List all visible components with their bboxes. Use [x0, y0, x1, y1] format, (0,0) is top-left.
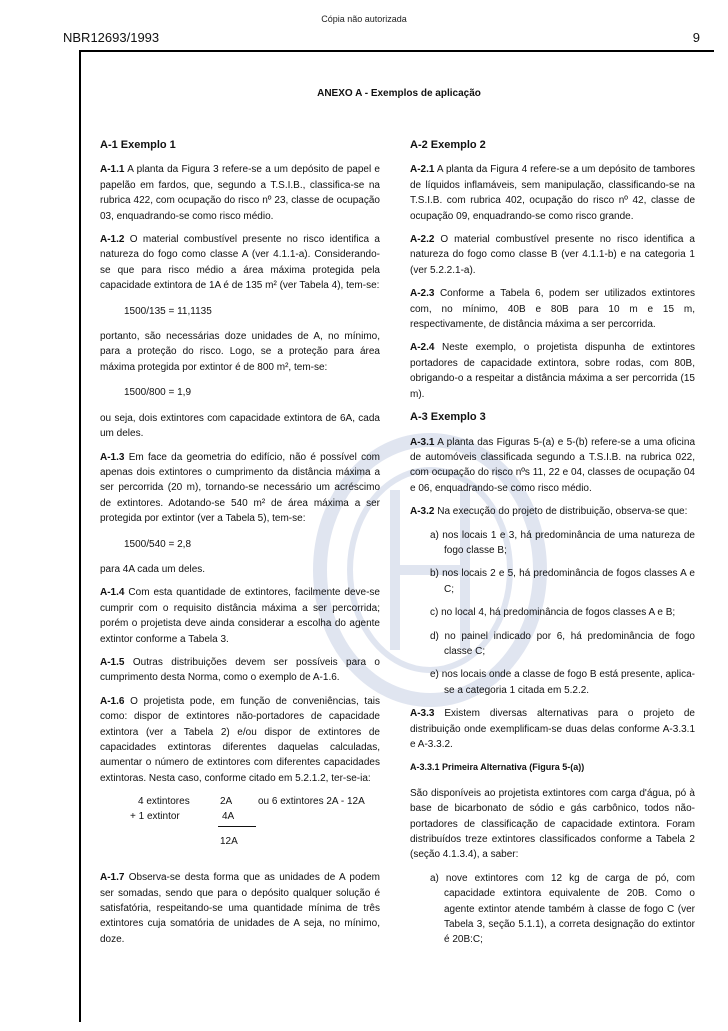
paragraph-a-3-2: A-3.2 Na execução do projeto de distribuição, observa-se que: — [410, 506, 688, 518]
equation-1: 1500/135 = 11,1135 — [124, 305, 212, 317]
calc-line-2-value: 4A — [222, 811, 235, 823]
paragraph-a-3-3: A-3.3 Existem diversas alternativas para o projeto de distribuição onde exemplificam-se duas delas conforme A-3.3.1 e A-3.3.2. — [410, 708, 695, 750]
list-item: b) nos locais 2 e 5, há predominância de fogos classes A e C; — [430, 568, 695, 595]
calc-line-1-value: 2A — [220, 796, 233, 808]
heading-exemplo-2: A-2 Exemplo 2 — [410, 139, 486, 151]
equation-2: 1500/800 = 1,9 — [124, 387, 192, 399]
equation-3: 1500/540 = 2,8 — [124, 538, 192, 550]
copy-watermark: Cópia não autorizada — [321, 14, 407, 24]
list-item: d) no painel indicado por 6, há predominância de fogo classe C; — [430, 630, 695, 657]
calc-alternative: ou 6 extintores 2A - 12A — [258, 796, 365, 808]
paragraph-a-1-6: A-1.6 O projetista pode, em função de conveniências, tais como: dispor de extintores não-portadores de capacidade extintora (ver a Tabela 2) e/ou dispor de extintores de capacidades extintoras diferentes daquelas calculadas, aumentar o número de extintores com diferentes capacidades extintoras. Nesta caso, conforme citado em 5.2.1.2, ter-se-ia: — [100, 695, 380, 784]
list-item: a) nove extintores com 12 kg de carga de pó, com capacidade extintora equivalente de 20B. Como o agente extintor atende também à classe de fogo C (ver Tabela 3, seção 5.1.1), a correta designação do extintor é 20B:C; — [430, 872, 695, 946]
extinguisher-calculation — [100, 794, 380, 858]
subheading-a-3-3-1: A-3.3.1 Primeira Alternativa (Figura 5-(a)) — [410, 762, 585, 773]
paragraph-a-1-7: A-1.7 Observa-se desta forma que as unidades de A podem ser somadas, sendo que para o depósito qualquer solução é satisfatória, respeitando-se uma quantidade mínima de três extintores cuja somatória de unidades de A seja, no mínimo, doze. — [100, 872, 380, 945]
paragraph-a-2-3: A-2.3 Conforme a Tabela 6, podem ser utilizados extintores com, no mínimo, 40B e 80B para 10 m e 15 m, respectivamente, de distância máxima a ser percorrida. — [410, 288, 695, 331]
left-column — [100, 138, 380, 955]
paragraph-a-2-4: A-2.4 Neste exemplo, o projetista dispunha de extintores portadores de capacidade extintora, sobre rodas, com 80B, obrigando-o a respeitar a distância máxima a ser percorrida (15 m). — [410, 342, 696, 400]
paragraph-a-1-1: A-1.1 A planta da Figura 3 refere-se a um depósito de papel e papelão em fardos, que, segundo a T.S.I.B., classifica-se na rubrica 422, com ocupação do risco nº 23, classe de ocupação 03, enquadrando-se como risco médio. — [100, 164, 380, 222]
paragraph-a-2-1: A-2.1 A planta da Figura 4 refere-se a um depósito de tambores de líquidos inflamáveis, sem manipulação, classificando-se na T.S.I.B. com rubrica 402, ocupação do risco nº 42, classe de ocupação 09, enquadrando-se como risco grande. — [410, 164, 695, 222]
right-column — [410, 138, 695, 956]
paragraph-a-2-2: A-2.2 O material combustível presente no risco identifica a natureza do fogo como classe B (ver 4.1.1-b) e na categoria 1 (ver 5.2.2.1-a). — [410, 234, 695, 276]
paragraph-primeira-alternativa: São disponíveis ao projetista extintores com carga d'água, pó à base de bicarbonato de sódio e gás carbônico, todos não-portadores de classificação de capacidade extintora. Foram distribuídos treze extintores classificados conforme a Tabela 2 (seção 4.1.3.4), a saber: — [410, 787, 695, 861]
paragraph-a-3-1: A-3.1 A planta das Figuras 5-(a) e 5-(b) refere-se a uma oficina de automóveis classificada segundo a T.S.I.B. na rubrica 022, com ocupação do risco nºs 11, 22 e 04, classes de ocupação 04 e 06, enquadrando-se como risco médio. — [410, 436, 695, 494]
heading-exemplo-1: A-1 Exemplo 1 — [100, 139, 176, 151]
paragraph-a-1-2: A-1.2 O material combustível presente no risco identifica a natureza do fogo como classe A (ver 4.1.1-a). Considerando-se que para risco médio a área máxima protegida pela capacidade extintora de 1A é de 135 m² (ver Tabela 4), tem-se: — [100, 234, 380, 292]
annex-title: ANEXO A - Exemplos de aplicação — [317, 88, 481, 99]
page-number: 9 — [692, 30, 700, 45]
calc-sum-line — [218, 826, 256, 827]
calc-total: 12A — [220, 836, 238, 848]
paragraph-a-1-5: A-1.5 Outras distribuições devem ser possíveis para o cumprimento desta Norma, como o exemplo de A-1.6. — [100, 656, 380, 684]
calc-line-1-count: 4 extintores — [138, 796, 190, 808]
paragraph-a-1-3: A-1.3 Em face da geometria do edifício, não é possível com apenas dois extintores o cumprimento da distância máxima a ser percorrida (20 m), tornando-se necessário um acréscimo de extintores. Adotando-se 540 m² de área máxima a ser protegida por extintor (ver a Tabela 5), tem-se: — [100, 451, 380, 525]
paragraph-para-4a: para 4A cada um deles. — [100, 563, 206, 575]
standard-number: NBR12693/1993 — [63, 30, 160, 45]
paragraph-portanto: portanto, são necessárias doze unidades de A, no mínimo, para a proteção do risco. Logo, se a proteção para área máxima protegida por extintor é de 800 m², tem-se: — [100, 331, 380, 373]
heading-exemplo-3: A-3 Exemplo 3 — [410, 411, 486, 424]
list-item: a) nos locais 1 e 3, há predominância de uma natureza de fogo classe B; — [430, 529, 695, 556]
list-item: e) nos locais onde a classe de fogo B está presente, aplica-se a categoria 1 citada em 5.2.2. — [430, 669, 695, 696]
list-item: c) no local 4, há predominância de fogos classes A e B; — [430, 607, 676, 619]
paragraph-a-1-4: A-1.4 Com esta quantidade de extintores, facilmente deve-se cumprir com o requisito distância máxima a ser percorrida; porém o projetista deve ainda considerar a escolha do agente extintor conforme a Tabela 3. — [100, 587, 380, 645]
paragraph-ou-seja: ou seja, dois extintores com capacidade extintora de 6A, cada um deles. — [100, 412, 380, 440]
calc-line-2-count: + 1 extintor — [130, 811, 180, 823]
